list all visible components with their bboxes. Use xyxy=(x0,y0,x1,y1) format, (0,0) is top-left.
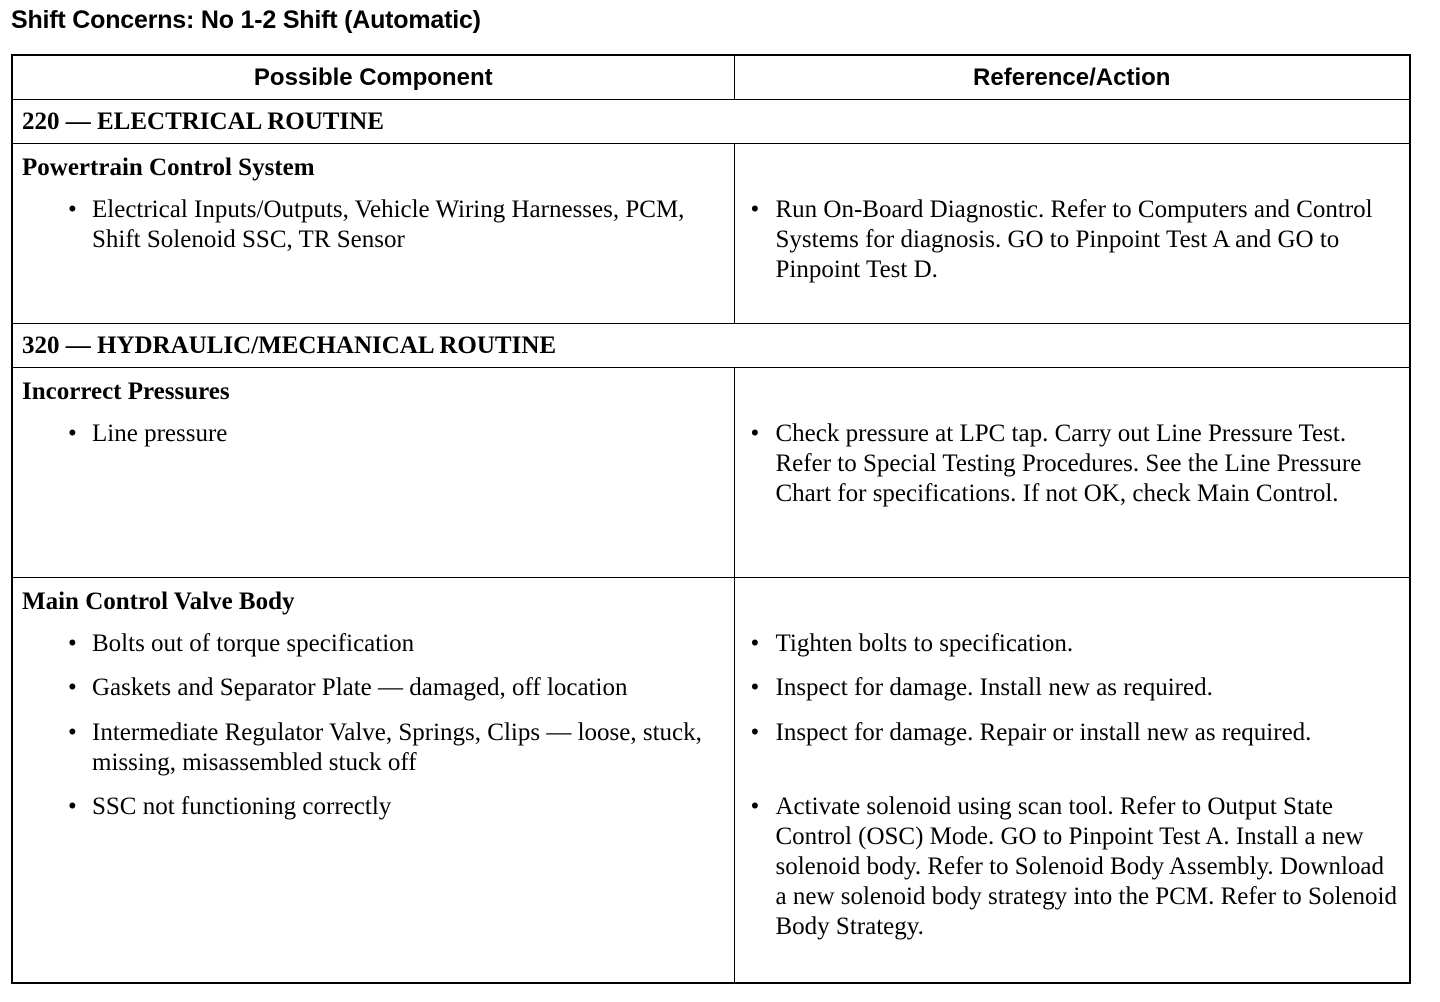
component-item: • Line pressure xyxy=(68,420,228,447)
group-row xyxy=(12,368,1410,578)
action-item: • Inspect for damage. Repair or install new as required. xyxy=(750,719,1312,746)
bullet-icon: • xyxy=(68,630,77,657)
header-possible-component: Possible Component xyxy=(12,55,734,100)
action-item: • Run On-Board Diagnostic. Refer to Computers and Control Systems for diagnosis. GO to Pinpoint Test A and GO to Pinpoint Test D. xyxy=(750,196,1373,283)
bullet-icon: • xyxy=(750,420,760,447)
action-item: • Check pressure at LPC tap. Carry out Line Pressure Test. Refer to Special Testing Procedures. See the Line Pressure Chart for specifications. If not OK, check Main Control. xyxy=(750,420,1362,507)
group-row xyxy=(12,144,1410,324)
action-cell xyxy=(734,144,1410,324)
component-cell xyxy=(12,144,734,324)
section-row xyxy=(12,100,1410,144)
component-item: • Electrical Inputs/Outputs, Vehicle Wiring Harnesses, PCM, Shift Solenoid SSC, TR Sensor xyxy=(68,196,685,253)
header-reference-action: Reference/Action xyxy=(734,55,1410,100)
action-item: • Tighten bolts to specification. xyxy=(750,630,1074,657)
bullet-icon: • xyxy=(68,793,77,820)
bullet-icon: • xyxy=(68,196,77,223)
group-title: Incorrect Pressures xyxy=(22,378,230,405)
bullet-icon: • xyxy=(68,674,77,701)
group-title: Powertrain Control System xyxy=(22,154,315,181)
bullet-icon: • xyxy=(750,674,760,701)
bullet-icon: • xyxy=(750,630,760,657)
component-item: • Gaskets and Separator Plate — damaged, off location xyxy=(68,674,628,701)
bullet-icon: • xyxy=(750,196,760,223)
diagnostic-table xyxy=(11,54,1411,984)
header-row xyxy=(12,55,1410,100)
bullet-icon: • xyxy=(750,719,760,746)
component-cell xyxy=(12,578,734,983)
bullet-icon: • xyxy=(68,719,77,746)
bullet-icon: • xyxy=(68,420,77,447)
component-item: • Intermediate Regulator Valve, Springs, Clips — loose, stuck, missing, misassembled stuck off xyxy=(68,719,702,776)
action-cell xyxy=(734,368,1410,578)
group-title: Main Control Valve Body xyxy=(22,588,295,615)
component-item: • SSC not functioning correctly xyxy=(68,793,392,820)
page-title: Shift Concerns: No 1-2 Shift (Automatic) xyxy=(11,6,481,34)
action-cell xyxy=(734,578,1410,983)
section-label-electrical: 220 — ELECTRICAL ROUTINE xyxy=(12,100,1410,144)
section-label-hydraulic: 320 — HYDRAULIC/MECHANICAL ROUTINE xyxy=(12,324,1410,368)
action-item: • Activate solenoid using scan tool. Refer to Output State Control (OSC) Mode. GO to Pinpoint Test A. Install a new solenoid body. Refer to Solenoid Body Assembly. Download a new solenoid body strategy into the PCM. Refer to Solenoid Body Strategy. xyxy=(750,793,1397,940)
group-row xyxy=(12,578,1410,983)
section-row xyxy=(12,324,1410,368)
component-item: • Bolts out of torque specification xyxy=(68,630,415,657)
bullet-icon: • xyxy=(750,793,760,820)
component-cell xyxy=(12,368,734,578)
action-item: • Inspect for damage. Install new as required. xyxy=(750,674,1213,701)
